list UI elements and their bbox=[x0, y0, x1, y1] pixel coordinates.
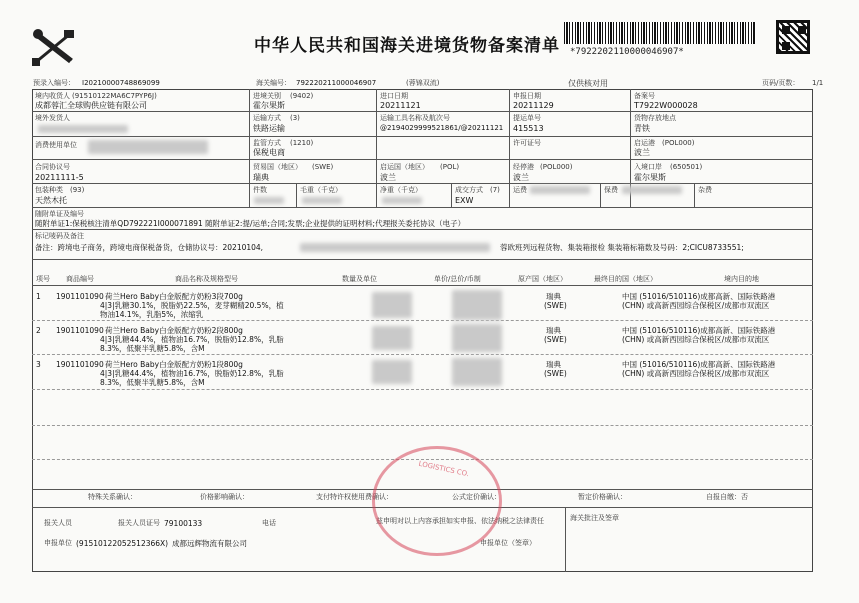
redacted-pieces bbox=[254, 197, 284, 204]
item-dest: 中国 (51016/510116)成都高新、国际铁路港 bbox=[622, 326, 776, 335]
customs-no-label: 海关编号： bbox=[256, 79, 291, 87]
redacted-qty bbox=[372, 326, 412, 350]
qr-code-icon bbox=[776, 20, 810, 54]
item-code: 1901101090 bbox=[56, 360, 104, 369]
item-dest: 中国 (51016/510116)成都高新、国际铁路港 bbox=[622, 360, 776, 369]
departure-port-name: 波兰 bbox=[634, 148, 650, 157]
freight-label: 运费 bbox=[513, 186, 527, 194]
col-domestic-dest: 境内目的地 bbox=[724, 275, 759, 283]
port-name: 霍尔果斯 bbox=[253, 101, 285, 110]
redacted-gross bbox=[302, 197, 342, 204]
import-date: 20211121 bbox=[380, 101, 421, 110]
redacted-price bbox=[452, 324, 502, 352]
prerecord-label: 预录入编号： bbox=[33, 79, 75, 87]
package-code: (93) bbox=[70, 186, 85, 194]
transit-port-label: 经停港 bbox=[513, 163, 534, 171]
price-influence-confirm: 价格影响确认： bbox=[200, 493, 249, 501]
item-dest-2: (CHN) 或高新西园综合保税区/成都市双流区 bbox=[622, 369, 770, 378]
transit-port-name: 波兰 bbox=[513, 173, 529, 182]
col-qty: 数量及单位 bbox=[342, 275, 377, 283]
item-code: 1901101090 bbox=[56, 292, 104, 301]
item-origin: 瑞典 bbox=[546, 292, 561, 301]
customs-mode: (蓉锦双流) bbox=[406, 79, 440, 87]
item-origin-code: (SWE) bbox=[544, 369, 567, 378]
supervision-code: (1210) bbox=[290, 139, 314, 147]
item-spec-2: 8.3%，低聚半乳糖5.8%，含M bbox=[100, 378, 205, 387]
import-date-label: 进口日期 bbox=[380, 92, 408, 100]
provisional-confirm: 暂定价格确认： bbox=[578, 493, 627, 501]
item-name: 荷兰Hero Baby白金版配方奶粉3段700g bbox=[105, 292, 243, 301]
transport-label: 运输方式 bbox=[253, 114, 281, 122]
declarer-cert-value: 79100133 bbox=[164, 519, 203, 528]
shipper-label: 境外发货人 bbox=[35, 114, 70, 122]
verify-note: 仅供核对用 bbox=[568, 79, 608, 88]
unit-name: 成都远辉物流有限公司 bbox=[172, 539, 247, 548]
item-dest: 中国 (51016/510116)成都高新、国际铁路港 bbox=[622, 292, 776, 301]
unit-code: (91510122052512366X) bbox=[76, 539, 169, 548]
transit-port-code: (POL000) bbox=[540, 163, 573, 171]
origin-country-code: (POL) bbox=[440, 163, 460, 171]
item-origin: 瑞典 bbox=[546, 360, 561, 369]
vehicle-value: @2194029999521861/@20211121 bbox=[380, 124, 504, 132]
item-no: 1 bbox=[36, 292, 41, 301]
remarks-prefix: 备注：跨境电子商务，跨境电商保税备货，仓储协议号：20210104, bbox=[35, 243, 264, 252]
col-code: 商品编号 bbox=[66, 275, 94, 283]
unit-seal-label: 申报单位（签章） bbox=[480, 539, 536, 547]
storage-label: 货物存放地点 bbox=[634, 114, 676, 122]
storage-value: 青铁 bbox=[634, 124, 650, 133]
port-label: 进境关别 bbox=[253, 92, 281, 100]
statement: 兹申明对以上内容承担如实申报、依法纳税之法律责任 bbox=[376, 517, 544, 525]
remarks-label: 标记唛码及备注 bbox=[35, 232, 84, 240]
redacted-remarks bbox=[300, 243, 490, 252]
record-no-label: 备案号 bbox=[634, 92, 655, 100]
gross-weight-label: 毛重（千克） bbox=[300, 186, 342, 194]
item-name: 荷兰Hero Baby白金版配方奶粉2段800g bbox=[105, 326, 243, 335]
pieces-label: 件数 bbox=[253, 186, 267, 194]
col-item-no: 项号 bbox=[36, 275, 50, 283]
item-spec-1: 4|3|乳糖44.4%，植物油16.7%，脱脂奶12.8%，乳脂 bbox=[100, 369, 284, 378]
item-dest-2: (CHN) 或高新西园综合保税区/成都市双流区 bbox=[622, 335, 770, 344]
barcode-text: *7922202110000046907* bbox=[570, 47, 684, 57]
redacted-price bbox=[452, 290, 502, 320]
seal-text: LOGISTICS CO. bbox=[417, 459, 470, 479]
entry-port-code: (650501) bbox=[670, 163, 703, 171]
consignee-name: 成都蓉汇全球购供应链有限公司 bbox=[35, 101, 147, 110]
bl-label: 提运单号 bbox=[513, 114, 541, 122]
item-no: 2 bbox=[36, 326, 41, 335]
item-name: 荷兰Hero Baby白金版配方奶粉1段800g bbox=[105, 360, 243, 369]
form-title: 中华人民共和国海关进境货物备案清单 bbox=[254, 36, 560, 56]
royalty-confirm: 支付特许权使用费确认： bbox=[316, 493, 393, 501]
entry-port-name: 霍尔果斯 bbox=[634, 173, 666, 182]
trade-country-name: 瑞典 bbox=[253, 173, 269, 182]
transport-code: (3) bbox=[290, 114, 300, 122]
license-label: 许可证号 bbox=[513, 139, 541, 147]
origin-country-name: 波兰 bbox=[380, 173, 396, 182]
declare-date: 20211129 bbox=[513, 101, 554, 110]
col-origin: 原产国（地区） bbox=[518, 275, 567, 283]
departure-port-label: 启运港 bbox=[634, 139, 655, 147]
barcode-icon bbox=[564, 22, 756, 44]
item-spec-1: 4|3|乳糖44.4%，植物油16.7%，脱脂奶12.8%，乳脂 bbox=[100, 335, 284, 344]
bl-value: 415513 bbox=[513, 124, 544, 133]
package-label: 包装种类 bbox=[35, 186, 63, 194]
redacted-qty bbox=[372, 292, 412, 318]
net-weight-label: 净重（千克） bbox=[380, 186, 422, 194]
redacted-consumer bbox=[88, 140, 208, 154]
vehicle-label: 运输工具名称及航次号 bbox=[380, 114, 450, 122]
contract-value: 20211111-5 bbox=[35, 173, 84, 182]
misc-label: 杂费 bbox=[698, 186, 712, 194]
page-label: 页码/页数： bbox=[762, 79, 800, 87]
supervision-label: 监管方式 bbox=[253, 139, 281, 147]
deal-value: EXW bbox=[455, 196, 474, 205]
item-spec-2: 8.3%，低聚半乳糖5.8%，含M bbox=[100, 344, 205, 353]
transport-name: 铁路运输 bbox=[253, 124, 285, 133]
insurance-label: 保费 bbox=[604, 186, 618, 194]
consignee-code: (91510122MA6C7PYP6J) bbox=[72, 92, 157, 100]
page-value: 1/1 bbox=[812, 79, 824, 87]
package-value: 天然木托 bbox=[35, 196, 67, 205]
item-spec-1: 4|3|乳糖30.1%，脱脂奶22.5%，麦芽糊精20.5%，植 bbox=[100, 301, 284, 310]
deal-code: (7) bbox=[490, 186, 500, 194]
item-origin-code: (SWE) bbox=[544, 301, 567, 310]
origin-country-label: 启运国（地区） bbox=[380, 163, 429, 171]
entry-port-label: 入境口岸 bbox=[634, 163, 662, 171]
item-code: 1901101090 bbox=[56, 326, 104, 335]
customs-note-label: 海关批注及签章 bbox=[570, 514, 619, 522]
phone-label: 电话 bbox=[262, 519, 276, 527]
trade-country-label: 贸易国（地区） bbox=[253, 163, 302, 171]
consignee-label: 境内收货人 bbox=[35, 92, 70, 100]
declarer-cert-label: 报关人员证号 bbox=[118, 519, 160, 527]
declare-date-label: 申报日期 bbox=[513, 92, 541, 100]
redacted-net bbox=[382, 197, 422, 204]
item-no: 3 bbox=[36, 360, 41, 369]
prerecord-value: I20210000748869099 bbox=[82, 79, 160, 87]
redacted-shipper bbox=[38, 125, 128, 133]
customs-no-value: 792220211000046907 bbox=[296, 79, 377, 87]
contract-label: 合同协议号 bbox=[35, 163, 70, 171]
item-origin-code: (SWE) bbox=[544, 335, 567, 344]
item-spec-2: 物油14.1%，乳脂5%，浓缩乳 bbox=[100, 310, 204, 319]
departure-port-code: (POL000) bbox=[662, 139, 695, 147]
formula-confirm: 公式定价确认： bbox=[452, 493, 501, 501]
consumer-label: 消费使用单位 bbox=[35, 141, 77, 149]
redacted-price bbox=[452, 358, 502, 386]
col-name: 商品名称及规格型号 bbox=[175, 275, 238, 283]
declarer-label: 报关人员 bbox=[44, 519, 72, 527]
col-dest-country: 最终目的国（地区） bbox=[594, 275, 657, 283]
docs-line: 随附单证1:保税核注清单QD792221I000071891 随附单证2:提/运单;合同;发票;企业提供的证明材料;代理报关委托协议（电子） bbox=[35, 219, 466, 228]
trade-country-code: (SWE) bbox=[312, 163, 334, 171]
deal-label: 成交方式 bbox=[455, 186, 483, 194]
record-no: T7922W000028 bbox=[634, 101, 698, 110]
redacted-insurance bbox=[622, 186, 682, 194]
redacted-qty bbox=[372, 360, 412, 384]
item-origin: 瑞典 bbox=[546, 326, 561, 335]
port-code: (9402) bbox=[290, 92, 314, 100]
remarks-suffix: 蓉欧班列远程货物、集装箱报检 集装箱标箱数及号码：2;CICU8733551; bbox=[500, 243, 744, 252]
redacted-freight bbox=[530, 186, 590, 194]
unit-label: 申报单位 bbox=[44, 539, 72, 547]
special-relation-confirm: 特殊关系确认： bbox=[88, 493, 137, 501]
customs-emblem-icon bbox=[30, 28, 76, 68]
self-pay: 自报自缴：否 bbox=[706, 493, 748, 501]
col-price: 单价/总价/币制 bbox=[434, 275, 481, 283]
docs-label: 随附单证及编号 bbox=[35, 210, 84, 218]
item-dest-2: (CHN) 或高新西园综合保税区/成都市双流区 bbox=[622, 301, 770, 310]
supervision-name: 保税电商 bbox=[253, 148, 285, 157]
